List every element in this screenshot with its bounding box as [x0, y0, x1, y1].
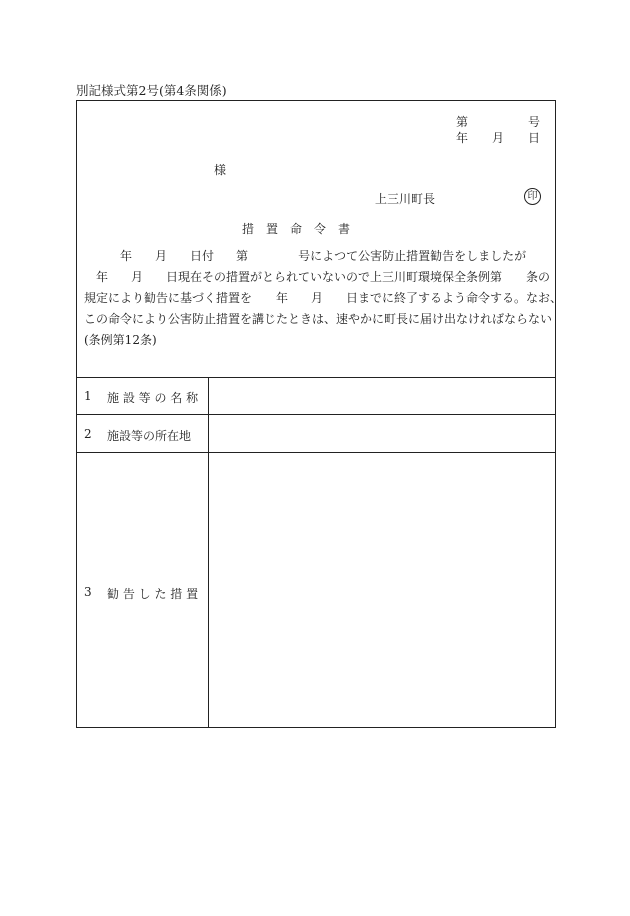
body-recommendation-text: 号によつて公害防止措置勧告をしましたが — [298, 249, 527, 263]
date-month-label: 月 — [492, 131, 505, 145]
row-3-label: 勧 告 し た 措 置 — [107, 587, 199, 601]
document-number-suffix: 号 — [528, 115, 541, 129]
table-column-divider — [208, 377, 209, 728]
body-article-suffix: 条の — [526, 270, 551, 284]
row-3-number: 3 — [84, 585, 92, 599]
body-line-4: この命令により公害防止措置を講じたときは、速やかに町長に届け出なければならない — [84, 312, 553, 326]
row-1-number: 1 — [84, 389, 92, 403]
table-row-divider — [77, 452, 555, 453]
body-line-5: (条例第12条) — [84, 333, 157, 347]
document-title: 措 置 命 令 書 — [242, 222, 351, 236]
row-2-number: 2 — [84, 427, 92, 441]
body-deadline-text: 日までに終了するよう命令する。なお、 — [346, 291, 563, 305]
seal-icon: 印 — [524, 188, 541, 205]
body-line-1 — [84, 246, 552, 267]
body-year-3: 年 — [276, 291, 289, 305]
body-month-3: 月 — [311, 291, 324, 305]
date-day-label: 日 — [528, 131, 541, 145]
table-top-border — [77, 377, 555, 378]
form-number-label: 別記様式第2号(第4条関係) — [76, 83, 227, 98]
body-month: 月 — [155, 249, 168, 263]
row-1-label: 施 設 等 の 名 称 — [107, 391, 199, 405]
body-month-2: 月 — [131, 270, 144, 284]
body-day-dated: 日付 — [190, 249, 215, 263]
document-number-prefix: 第 — [456, 115, 469, 129]
body-number-prefix: 第 — [236, 249, 249, 263]
table-row-divider — [77, 414, 555, 415]
body-rule-text: 規定により勧告に基づく措置を — [84, 291, 253, 305]
date-year-label: 年 — [456, 131, 469, 145]
body-line-2 — [84, 267, 552, 288]
recipient-suffix: 様 — [214, 163, 227, 177]
order-body — [84, 246, 563, 351]
body-line-3 — [84, 288, 563, 309]
body-year: 年 — [120, 249, 133, 263]
issuer-name: 上三川町長 — [375, 192, 436, 206]
order-form — [76, 100, 563, 728]
body-status-text: 日現在その措置がとられていないので上三川町環境保全条例第 — [166, 270, 503, 284]
body-year-2: 年 — [96, 270, 109, 284]
row-2-label: 施設等の所在地 — [107, 429, 192, 443]
